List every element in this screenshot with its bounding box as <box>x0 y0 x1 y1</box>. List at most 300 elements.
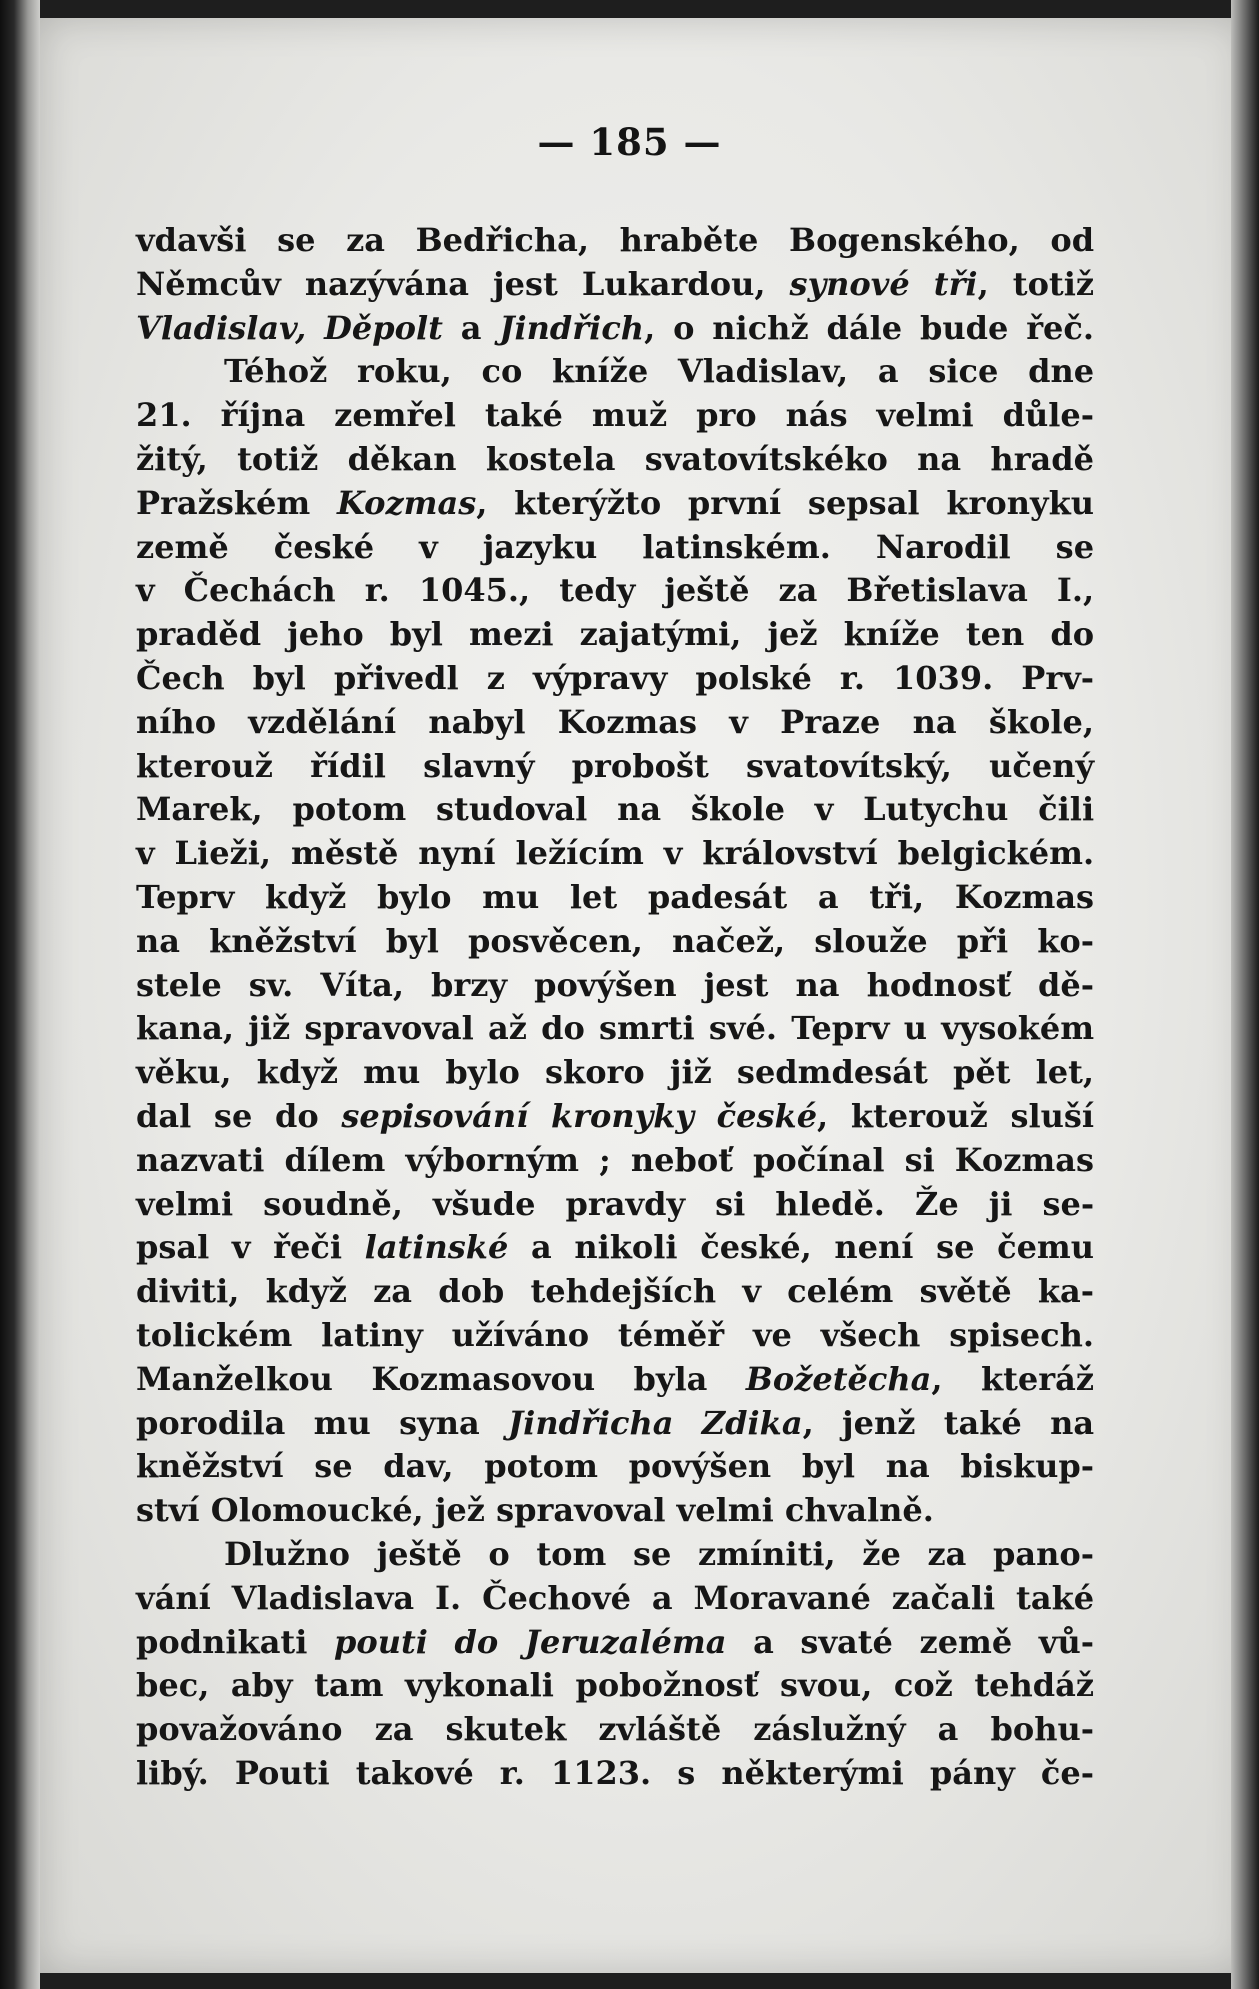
text-line <box>136 1752 1094 1796</box>
word: dav, <box>383 1447 454 1486</box>
text-line <box>136 1621 1094 1665</box>
word: jest <box>493 264 558 303</box>
word: padesát <box>647 877 788 916</box>
word: a <box>460 308 482 347</box>
word: přivedl <box>333 658 459 697</box>
word: všude <box>432 1184 536 1223</box>
word: latiny <box>321 1315 423 1354</box>
word: české, <box>700 1228 812 1267</box>
text-line <box>136 1708 1094 1752</box>
word: spravoval <box>304 1009 474 1048</box>
word: nichž <box>712 308 809 347</box>
word: celém <box>787 1272 894 1311</box>
text-line <box>136 1314 1094 1358</box>
word: I. <box>435 1578 462 1617</box>
word: byl <box>389 615 443 654</box>
text-line <box>136 832 1094 876</box>
text-line <box>136 964 1094 1008</box>
word: jazyku <box>482 527 598 566</box>
word: Narodil <box>875 527 1011 566</box>
word: není <box>834 1228 914 1267</box>
word: městě <box>290 834 399 873</box>
word: let <box>569 877 618 916</box>
word: října <box>220 396 306 435</box>
word: v <box>663 834 683 873</box>
word: Vladislava <box>231 1578 415 1617</box>
word: Kozmas <box>954 1140 1095 1179</box>
word: , <box>817 1096 829 1135</box>
word: když <box>265 1272 347 1311</box>
word: nazývána <box>304 264 469 303</box>
word: při <box>956 921 1009 960</box>
word: se <box>936 1228 975 1267</box>
word: a <box>877 352 899 391</box>
word: své. <box>708 1009 777 1048</box>
word: za <box>778 571 818 610</box>
word: Manželkou <box>136 1359 333 1398</box>
italic-word: Božetěcha <box>745 1359 932 1398</box>
word: se <box>277 221 316 259</box>
text-line <box>136 920 1094 964</box>
word: byla <box>633 1359 708 1398</box>
word: v <box>136 571 155 610</box>
word: na <box>885 1447 930 1486</box>
word: ního <box>136 702 217 741</box>
word: , <box>931 1359 943 1398</box>
text-line <box>136 1183 1094 1227</box>
word: si <box>904 1140 935 1179</box>
word: psal <box>136 1228 210 1267</box>
word: ještě <box>664 571 750 610</box>
text-line <box>136 350 1094 394</box>
text-line <box>136 1051 1094 1095</box>
word: I., <box>1056 571 1095 610</box>
text-line <box>136 526 1094 570</box>
word: za <box>927 1534 967 1573</box>
word: Lutychu <box>863 790 1009 829</box>
word: Kozmas <box>954 877 1095 916</box>
word: Že <box>914 1184 959 1223</box>
word: byl <box>252 658 306 697</box>
word: škole, <box>988 702 1095 741</box>
word: pobožnosť <box>575 1666 759 1705</box>
text-line <box>136 438 1094 482</box>
word: řeč. <box>1026 308 1095 347</box>
word: u <box>903 1009 927 1048</box>
word: v <box>419 527 438 566</box>
word: diviti, <box>136 1272 240 1311</box>
word: kostela <box>485 439 616 478</box>
word: roku, <box>357 352 452 391</box>
word: vů- <box>1038 1622 1095 1661</box>
word: do <box>541 1009 585 1048</box>
word: kteráž <box>980 1359 1095 1398</box>
word: považováno <box>136 1710 343 1749</box>
word: vdavši <box>136 221 247 259</box>
word: na <box>912 702 957 741</box>
word: bohu- <box>990 1710 1094 1749</box>
word: od <box>1050 221 1095 259</box>
word: studoval <box>436 790 588 829</box>
text-line <box>136 569 1094 613</box>
word: první <box>687 483 782 522</box>
word: tři, <box>869 877 925 916</box>
word: všech <box>820 1315 921 1354</box>
word: potom <box>292 790 407 829</box>
word: ten <box>965 615 1025 654</box>
word: na <box>917 439 962 478</box>
word: Kozmasovou <box>371 1359 596 1398</box>
word: vzdělání <box>248 702 397 741</box>
word: Moravané <box>693 1578 871 1617</box>
italic-word: Zdika <box>701 1403 803 1442</box>
word: čili <box>1038 790 1095 829</box>
word: Olomoucké, <box>210 1491 424 1530</box>
word: spravoval <box>496 1491 666 1530</box>
word: Čech <box>136 658 225 697</box>
word: sepsal <box>807 483 920 522</box>
word: kronyku <box>946 483 1094 522</box>
word: ko- <box>1037 921 1094 960</box>
word: děkan <box>347 439 457 478</box>
word: království <box>702 834 878 873</box>
italic-word: pouti <box>333 1622 428 1661</box>
word: smrti <box>599 1009 695 1048</box>
word: řídil <box>310 746 386 785</box>
word: Pražském <box>136 483 311 522</box>
word: země <box>136 527 229 566</box>
text-line <box>136 307 1094 351</box>
word: bude <box>919 308 1009 347</box>
word: mezi <box>468 615 554 654</box>
word: biskup- <box>960 1447 1095 1486</box>
text-line <box>136 876 1094 920</box>
word: 1045., <box>418 571 531 610</box>
word: tehdáž <box>974 1666 1095 1705</box>
text-line <box>136 1577 1094 1621</box>
word: zmíniti, <box>697 1534 836 1573</box>
word: velmi <box>876 396 974 435</box>
word: záslužný <box>753 1710 906 1749</box>
word: a <box>817 877 839 916</box>
word: soudně, <box>263 1184 403 1223</box>
word: nabyl <box>428 702 526 741</box>
word: ve <box>752 1315 792 1354</box>
word: dne <box>1028 352 1095 391</box>
word: ka- <box>1037 1272 1095 1311</box>
word: Praze <box>780 702 881 741</box>
word: dob <box>438 1272 505 1311</box>
text-line <box>136 482 1094 526</box>
word: země <box>919 1622 1013 1661</box>
word: slavný <box>423 746 535 785</box>
word: , <box>476 483 488 522</box>
word: a <box>651 1578 673 1617</box>
word: nyní <box>418 834 496 873</box>
word: belgickém. <box>897 834 1095 873</box>
word: hraběte <box>619 221 759 259</box>
word: za <box>374 1710 414 1749</box>
word: svaté <box>800 1622 893 1661</box>
text-line <box>136 788 1094 832</box>
italic-word: do <box>454 1622 499 1661</box>
word: a <box>753 1622 774 1661</box>
word: Čechách <box>183 571 336 610</box>
word: když <box>256 1053 338 1092</box>
word: české <box>273 527 375 566</box>
word: Bedřicha, <box>415 221 590 259</box>
word: počínal <box>753 1140 885 1179</box>
word: kterouž <box>850 1096 988 1135</box>
word: začali <box>891 1578 996 1617</box>
word: dě- <box>1038 965 1095 1004</box>
word: svatovítský, <box>745 746 952 785</box>
word: kněžství <box>136 1447 284 1486</box>
word: vykonali <box>404 1666 554 1705</box>
italic-word: české <box>716 1096 818 1135</box>
italic-word: Jindřich <box>499 308 645 347</box>
word: Téhož <box>224 352 328 391</box>
text-line <box>136 1664 1094 1708</box>
word: s <box>677 1753 696 1792</box>
word: zvláště <box>598 1710 722 1749</box>
word: nazvati <box>136 1140 265 1179</box>
word: co <box>481 352 523 391</box>
word: dále <box>826 308 903 347</box>
italic-word: Vladislav, <box>136 308 307 347</box>
word: hledě. <box>775 1184 885 1223</box>
word: povýšen <box>628 1447 772 1486</box>
word: libý. <box>136 1753 209 1792</box>
word: Prv- <box>1021 658 1095 697</box>
word: byl <box>385 921 439 960</box>
word: dal <box>136 1096 192 1135</box>
word: latinském. <box>642 527 831 566</box>
text-line <box>136 1007 1094 1051</box>
word: ležícím <box>515 834 644 873</box>
word: svou, <box>779 1666 873 1705</box>
word: sv. <box>248 965 294 1004</box>
word: z <box>486 658 505 697</box>
word: když <box>264 877 347 916</box>
word: sluší <box>1010 1096 1095 1135</box>
word: že <box>862 1534 901 1573</box>
text-line <box>136 657 1094 701</box>
text-line <box>136 1489 1094 1533</box>
word: podnikati <box>136 1622 308 1661</box>
word: chvalně. <box>784 1491 934 1530</box>
word: r. <box>364 571 390 610</box>
word: jeho <box>287 615 364 654</box>
text-line <box>136 219 1094 263</box>
word: Břetislava <box>846 571 1028 610</box>
italic-word: latinské <box>364 1228 509 1267</box>
word: Marek, <box>136 790 263 829</box>
word: věku, <box>136 1053 232 1092</box>
word: bylo <box>445 1053 520 1092</box>
text-line <box>136 1095 1094 1139</box>
word: také <box>484 396 563 435</box>
word: sedmdesát <box>736 1053 928 1092</box>
word: Dlužno <box>224 1534 350 1573</box>
word: za <box>373 1272 412 1311</box>
word: si <box>715 1184 746 1223</box>
word: skoro <box>545 1053 645 1092</box>
word: kana, <box>136 1009 235 1048</box>
word: tehdejších <box>530 1272 717 1311</box>
word: kněžství <box>209 921 357 960</box>
word: ještě <box>376 1534 462 1573</box>
word: 21. <box>136 396 192 435</box>
word: kterouž <box>136 746 273 785</box>
word: jež <box>434 1491 485 1530</box>
word: stele <box>136 965 222 1004</box>
word: Teprv <box>136 877 235 916</box>
word: v <box>231 1228 251 1267</box>
word: vání <box>136 1578 211 1617</box>
word: užíváno <box>451 1315 590 1354</box>
italic-word: Jeruzaléma <box>524 1622 727 1661</box>
italic-word: kronyky <box>551 1096 694 1135</box>
word: Bogenského, <box>789 221 1020 259</box>
word: hodnosť <box>866 965 1011 1004</box>
word: potom <box>484 1447 598 1486</box>
word: důle- <box>1002 396 1095 435</box>
word: r. <box>839 658 865 697</box>
text-line <box>136 263 1094 307</box>
word: nás <box>785 396 848 435</box>
word: 1123. <box>550 1753 652 1792</box>
word: tom <box>536 1534 607 1573</box>
word: o <box>673 308 695 347</box>
text-line <box>136 1402 1094 1446</box>
text-line <box>136 1533 1094 1577</box>
book-binding-edge <box>0 0 40 1989</box>
word: do <box>274 1096 319 1135</box>
word: již <box>669 1053 712 1092</box>
word: se <box>314 1447 353 1486</box>
word: syna <box>399 1403 480 1442</box>
word: aby <box>230 1666 293 1705</box>
word: Víta, <box>320 965 404 1004</box>
word: zajatými, <box>579 615 742 654</box>
word: bylo <box>376 877 452 916</box>
word: čemu <box>997 1228 1095 1267</box>
word: mu <box>482 877 540 916</box>
word: se <box>213 1096 253 1135</box>
body-text <box>136 219 1094 1796</box>
italic-word: sepisování <box>341 1096 529 1135</box>
word: některými <box>721 1753 904 1792</box>
word: načež, <box>672 921 786 960</box>
word: totiž <box>1012 264 1095 303</box>
word: probošt <box>571 746 709 785</box>
word: což <box>893 1666 953 1705</box>
word: polské <box>695 658 812 697</box>
word: pány <box>929 1753 1015 1792</box>
word: ji <box>988 1184 1013 1223</box>
word: povýšen <box>534 965 677 1004</box>
word: v <box>136 834 155 873</box>
word: mu <box>313 1403 371 1442</box>
page-right-edge <box>1231 0 1259 1989</box>
word: , <box>802 1403 814 1442</box>
word: žitý, <box>136 439 208 478</box>
word: posvěcen, <box>467 921 643 960</box>
word: se- <box>1042 1184 1095 1223</box>
word: Němcův <box>136 264 281 303</box>
word: světě <box>919 1272 1012 1311</box>
word: jenž <box>842 1403 916 1442</box>
word: Pouti <box>234 1753 330 1792</box>
word: hradě <box>990 439 1095 478</box>
text-line <box>136 1445 1094 1489</box>
word: téměř <box>617 1315 725 1354</box>
word: také <box>1016 1578 1095 1617</box>
word: kníže <box>843 615 940 654</box>
text-line <box>136 701 1094 745</box>
word: svatovítskéko <box>644 439 888 478</box>
text-line <box>136 1139 1094 1183</box>
word: až <box>487 1009 527 1048</box>
word: Kozmas <box>557 702 697 741</box>
word: se <box>632 1534 672 1573</box>
word: jež <box>767 615 818 654</box>
word: let, <box>1035 1053 1095 1092</box>
word: na <box>617 790 662 829</box>
word: slouže <box>814 921 928 960</box>
word: na <box>136 921 180 960</box>
word: na <box>1050 1403 1095 1442</box>
word: v <box>814 790 834 829</box>
word: če- <box>1040 1753 1095 1792</box>
word: v <box>742 1272 761 1311</box>
word: neboť <box>630 1140 733 1179</box>
word: v <box>729 702 748 741</box>
italic-word: Děpolt <box>324 308 443 347</box>
word: tam <box>314 1666 384 1705</box>
word: na <box>795 965 840 1004</box>
word: ství <box>136 1491 200 1530</box>
word: zemřel <box>334 396 456 435</box>
word: bec, <box>136 1666 210 1705</box>
word: Lieži, <box>174 834 272 873</box>
word: velmi <box>676 1491 774 1530</box>
word: totiž <box>237 439 319 478</box>
word: výpravy <box>533 658 668 697</box>
italic-word: Jindřicha <box>508 1403 674 1442</box>
word: r. <box>499 1753 525 1792</box>
text-line <box>136 1358 1094 1402</box>
italic-word: Kozmas <box>336 483 477 522</box>
text-line <box>136 394 1094 438</box>
word: takové <box>355 1753 474 1792</box>
word: pano- <box>993 1534 1094 1573</box>
word: tolickém <box>136 1315 293 1354</box>
word: pravdy <box>565 1184 686 1223</box>
word: velmi <box>136 1184 234 1223</box>
word: dílem <box>284 1140 386 1179</box>
word: řeči <box>273 1228 343 1267</box>
word: skutek <box>445 1710 567 1749</box>
word: , <box>977 264 989 303</box>
word: za <box>346 221 385 259</box>
word: vysokém <box>941 1009 1095 1048</box>
word: již <box>248 1009 291 1048</box>
text-line <box>136 745 1094 789</box>
word: učený <box>989 746 1095 785</box>
text-line <box>136 1270 1094 1314</box>
